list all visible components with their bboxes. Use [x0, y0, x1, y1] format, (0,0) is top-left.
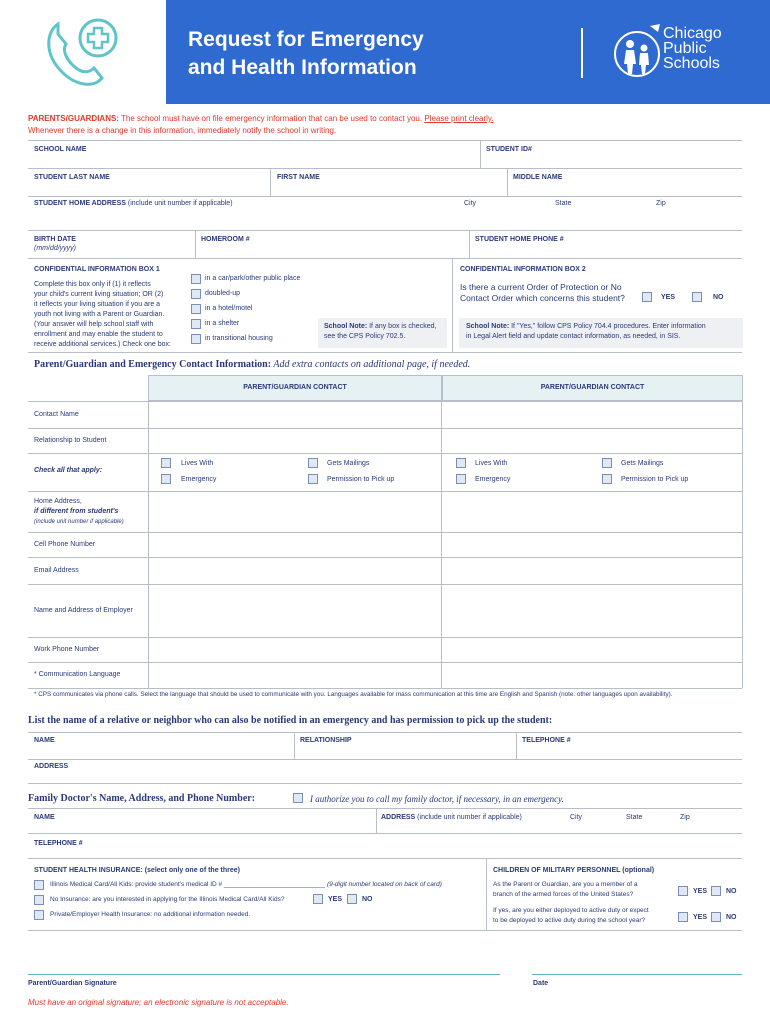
relative-address-field[interactable]: [34, 771, 734, 781]
cps-logo-icon: [612, 22, 662, 82]
signature-label: Parent/Guardian Signature: [28, 980, 117, 987]
contact2-gets-mailings-checkbox[interactable]: [602, 458, 612, 468]
contact1-emergency-checkbox[interactable]: [161, 474, 171, 484]
relative-telephone-field[interactable]: [522, 745, 737, 757]
doctor-name-label: NAME: [34, 814, 55, 821]
contact2-work-phone-field[interactable]: [445, 640, 739, 660]
insurance-title: STUDENT HEALTH INSURANCE: (select only one of the three): [34, 867, 240, 874]
military-q1-yes-checkbox[interactable]: [678, 886, 688, 896]
row-check-all: Check all that apply:: [34, 467, 103, 474]
contact2-employer-field[interactable]: [445, 587, 739, 635]
box1-instructions: Complete this box only if (1) it reflects your child's current living situation; OR (2) it reflects your living situation if you are a youth not living with a Parent or Guardian. (Your answer will help school staff with enrollment and may enable the student to receive additional services.) Check one box:: [34, 281, 171, 348]
language-footnote: * CPS communicates via phone calls. Select the language that should be used to communicate with you. Languages available for mass communication at this time are English and Spanish (note: other languages upon availability).: [34, 691, 673, 698]
intro-line-1: PARENTS/GUARDIANS: The school must have on file emergency information that can be used to contact you. Please print clearly.: [28, 114, 494, 123]
contact2-pickup-checkbox[interactable]: [602, 474, 612, 484]
contact1-gets-mailings-checkbox[interactable]: [308, 458, 318, 468]
contact1-lives-with-checkbox[interactable]: [161, 458, 171, 468]
doctor-zip-label: Zip: [680, 814, 690, 821]
header-banner: [0, 0, 770, 104]
school-name-label: SCHOOL NAME: [34, 146, 87, 153]
contact1-language-field[interactable]: [152, 665, 438, 685]
intro-line-2: Whenever there is a change in this information, immediately notify the school in writing.: [28, 126, 337, 135]
box1-option-transitional-checkbox[interactable]: [191, 334, 201, 344]
doctor-title: Family Doctor's Name, Address, and Phone Number:: [28, 793, 256, 804]
last-name-field[interactable]: [34, 182, 264, 194]
doctor-telephone-field[interactable]: [34, 848, 734, 856]
title-line-1: Request for Emergency: [188, 28, 424, 51]
box1-option-shelter-checkbox[interactable]: [191, 319, 201, 329]
contacts-title: Parent/Guardian and Emergency Contact Information: Add extra contacts on additional page, if needed.: [34, 359, 471, 370]
military-title: CHILDREN OF MILITARY PERSONNEL (optional): [493, 867, 655, 874]
school-name-field[interactable]: [34, 154, 474, 166]
contact1-relationship-field[interactable]: [152, 431, 438, 451]
military-question-1: As the Parent or Guardian, are you a member of a branch of the armed forces of the United States?: [493, 881, 638, 898]
header-divider: [581, 28, 583, 78]
military-q2-yes-checkbox[interactable]: [678, 912, 688, 922]
contact1-employer-field[interactable]: [152, 587, 438, 635]
insurance-apply-no-checkbox[interactable]: [347, 894, 357, 904]
relative-title: List the name of a relative or neighbor who can also be notified in an emergency and has permission to pick up the student:: [28, 715, 553, 726]
relative-address-label: ADDRESS: [34, 763, 69, 770]
contact2-relationship-field[interactable]: [445, 431, 739, 451]
middle-name-field[interactable]: [513, 182, 738, 194]
student-id-label: STUDENT ID#: [486, 146, 532, 153]
student-id-field[interactable]: [486, 154, 736, 166]
relative-name-label: NAME: [34, 737, 55, 744]
row-work-phone: Work Phone Number: [34, 646, 100, 653]
date-line[interactable]: [532, 974, 742, 975]
row-employer: Name and Address of Employer: [34, 607, 133, 614]
contact2-cell-field[interactable]: [445, 535, 739, 555]
box1-option-doubled-up-checkbox[interactable]: [191, 289, 201, 299]
first-name-label: FIRST NAME: [277, 174, 320, 181]
homeroom-label: HOMEROOM #: [201, 236, 250, 243]
insurance-none-checkbox[interactable]: [34, 895, 44, 905]
doctor-telephone-label: TELEPHONE #: [34, 840, 83, 847]
relative-relationship-field[interactable]: [300, 745, 510, 757]
birth-date-label: BIRTH DATE: [34, 236, 76, 243]
row-relationship: Relationship to Student: [34, 437, 107, 444]
birth-date-format: (mm/dd/yyyy): [34, 245, 76, 252]
signature-note: Must have an original signature; an electronic signature is not acceptable.: [28, 998, 289, 1007]
doctor-name-field[interactable]: [34, 822, 370, 832]
contact1-home-address-field[interactable]: [152, 494, 438, 530]
form-title: [188, 26, 424, 82]
row-language: * Communication Language: [34, 671, 121, 678]
box1-option-hotel-checkbox[interactable]: [191, 304, 201, 314]
insurance-option-3: Private/Employer Health Insurance: no additional information needed.: [50, 911, 251, 918]
doctor-authorize-checkbox[interactable]: [293, 793, 303, 803]
box2-no-checkbox[interactable]: [692, 292, 702, 302]
box2-school-note: School Note: If "Yes," follow CPS Policy 704.4 procedures. Enter information in Legal Alert field and update contact information, as needed, in SIS.: [459, 318, 743, 348]
cps-wordmark: Chicago Public Schools: [663, 25, 722, 72]
contact2-home-address-field[interactable]: [445, 494, 739, 530]
contact2-email-field[interactable]: [445, 560, 739, 582]
date-label: Date: [533, 980, 549, 987]
contact1-pickup-checkbox[interactable]: [308, 474, 318, 484]
row-contact-name: Contact Name: [34, 411, 79, 418]
military-q1-no-checkbox[interactable]: [711, 886, 721, 896]
phone-cross-icon: [36, 14, 120, 90]
military-q2-no-checkbox[interactable]: [711, 912, 721, 922]
contact2-emergency-checkbox[interactable]: [456, 474, 466, 484]
home-address-label: STUDENT HOME ADDRESS (include unit number if applicable): [34, 200, 233, 207]
insurance-private-checkbox[interactable]: [34, 910, 44, 920]
box1-school-note: School Note: If any box is checked, see the CPS Policy 702.5.: [318, 318, 447, 348]
insurance-option-1: Illinois Medical Card/All Kids: provide student's medical ID # ____________________________ (9-digit number located on back of card): [50, 881, 442, 888]
insurance-option-2: No Insurance: are you interested in applying for the Illinois Medical Card/All Kids?: [50, 896, 285, 903]
contact1-cell-field[interactable]: [152, 535, 438, 555]
home-phone-label: STUDENT HOME PHONE #: [475, 236, 564, 243]
contact1-name-field[interactable]: [152, 404, 438, 426]
relative-telephone-label: TELEPHONE #: [522, 737, 571, 744]
contact1-email-field[interactable]: [152, 560, 438, 582]
first-name-field[interactable]: [277, 182, 502, 194]
box1-option-public-place-checkbox[interactable]: [191, 274, 201, 284]
doctor-authorize-text: I authorize you to call my family doctor, if necessary, in an emergency.: [310, 794, 564, 804]
row-home-address: Home Address, if different from student's (include unit number if applicable): [34, 498, 124, 525]
box2-question: Is there a current Order of Protection or No Contact Order which concerns this student?: [460, 282, 625, 303]
military-question-2: If yes, are you either deployed to active duty or expect to be deployed to active duty during the school year?: [493, 907, 649, 924]
doctor-address-field[interactable]: [381, 822, 737, 832]
title-line-2: and Health Information: [188, 56, 417, 79]
home-address-field[interactable]: [34, 210, 734, 226]
row-email: Email Address: [34, 567, 79, 574]
zip-label: Zip: [656, 200, 666, 207]
doctor-address-label: ADDRESS (include unit number if applicable): [381, 814, 522, 821]
state-label: State: [555, 200, 572, 207]
doctor-state-label: State: [626, 814, 643, 821]
signature-line[interactable]: [28, 974, 500, 975]
insurance-apply-yes-checkbox[interactable]: [313, 894, 323, 904]
contact1-work-phone-field[interactable]: [152, 640, 438, 660]
middle-name-label: MIDDLE NAME: [513, 174, 563, 181]
box2-yes-checkbox[interactable]: [642, 292, 652, 302]
box1-title: CONFIDENTIAL INFORMATION BOX 1: [34, 266, 160, 273]
contact-col2-header: PARENT/GUARDIAN CONTACT: [540, 384, 645, 391]
doctor-city-label: City: [570, 814, 583, 821]
contact-col1-header: PARENT/GUARDIAN CONTACT: [243, 384, 347, 391]
box2-title: CONFIDENTIAL INFORMATION BOX 2: [460, 266, 586, 273]
contact2-lives-with-checkbox[interactable]: [456, 458, 466, 468]
last-name-label: STUDENT LAST NAME: [34, 174, 110, 181]
contact2-name-field[interactable]: [445, 404, 739, 426]
city-label: City: [464, 200, 477, 207]
relative-relationship-label: RELATIONSHIP: [300, 737, 352, 744]
row-cell-phone: Cell Phone Number: [34, 541, 96, 548]
insurance-medical-card-checkbox[interactable]: [34, 880, 44, 890]
contact2-language-field[interactable]: [445, 665, 739, 685]
relative-name-field[interactable]: [34, 745, 289, 757]
